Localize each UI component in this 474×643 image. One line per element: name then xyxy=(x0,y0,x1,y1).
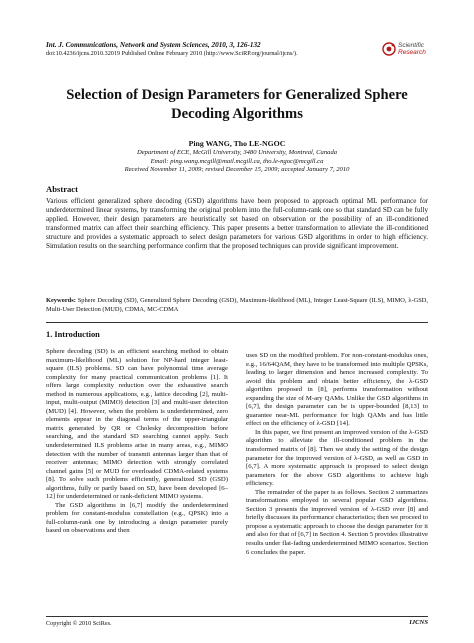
paragraph: uses SD on the modified problem. For non-constant-modulus ones, e.g., 16/64QAM, they have to be transformed into multiple QPSKs, leading to larger dimension and hence increased complexity. To avoid this problem and obtain better efficiency, the λ-GSD algorithm proposed in [8], performs transformation without expanding the size of M-ary QAMs. Unlike the GSD algorithms in [6,7], the design parameter can be is upper-bounded [8,13] to guarantee near-ML performance for high QAMs and has little effect on the efficiency of λ-GSD [14]. xyxy=(246,352,428,428)
submission-dates: Received November 11, 2009; revised December 15, 2009; accepted January 7, 2010 xyxy=(124,166,350,174)
copyright: Copyright © 2010 SciRes. xyxy=(46,620,112,627)
doi-line: doi:10.4236/ijcns.2010.32019 Published Online February 2010 (http://www.SciRP.org/journal/ijcns/). xyxy=(46,50,298,57)
keywords-label: Keywords: xyxy=(46,297,76,304)
publisher-logo-icon xyxy=(382,42,396,56)
paragraph: The GSD algorithms in [6,7] modify the underdetermined problem for constant-modulus constellation (e.g., QPSK) into a full-column-rank one by introducing a design parameter purely based on observations and then xyxy=(46,501,228,535)
paragraph: Sphere decoding (SD) is an efficient searching method to obtain maximum-likelihood (ML) solution for NP-hard integer least-square (ILS) problems. SD can have polynomial time average complexity for many practical communication problems [1]. It offers large complexity reduction over the exhaustive search method in numerous applications, e.g., lattice decoding [2], multi-input, multi-output (MIMO) detection [3] and multi-user detection (MUD) [4]. However, when the problem is underdetermined, zero elements appear in the diagonal terms of the upper-triangular matrix generated by QR or Cholesky decomposition before searching, and the standard SD searching cannot apply. Such underdetermined ILS problems arise in many areas, e.g., MIMO detection with the number of transmit antennas larger than that of receiver antennas; MIMO detection with strongly correlated channel gains [5] or MUD for overloaded CDMA-related systems [8]. To solve such problems efficiently, generalized SD (GSD) algorithms, fully or partly based on SD, have been developed [6–12] for underdetermined or rank-deficient MIMO systems. xyxy=(46,348,228,501)
journal-abbreviation: IJCNS xyxy=(409,619,428,626)
paragraph: In this paper, we first present an improved version of the λ-GSD algorithm to alleviate the ill-conditioned problem in the transformed matrix of [8]. Then we study the setting of the design parameter for the improved version of λ-GSD, as well as GSD in [6,7]. A more systematic approach is proposed to select design parameters for the above GSD algorithms to achieve high efficiency. xyxy=(246,428,428,488)
keywords-text: Sphere Decoding (SD), Generalized Sphere Decoding (GSD), Maximum-likelihood (ML), Integer Least-Square (ILS), MIMO, λ-GSD, Multi-User Detection (MUD), CDMA, MC-CDMA xyxy=(46,297,428,313)
publisher-logo-text xyxy=(398,42,426,56)
section-heading-introduction: 1. Introduction xyxy=(46,330,100,339)
author-affiliation-block xyxy=(46,149,428,175)
author-emails: Email: ping.wang.mcgill@mail.mcgill.ca, tho.le-ngoc@mcgill.ca xyxy=(150,157,324,165)
publisher-logo xyxy=(382,40,432,62)
logo-line-1: Scientific xyxy=(398,42,425,49)
journal-header xyxy=(46,41,376,58)
paper-title: Selection of Design Parameters for Generalized Sphere Decoding Algorithms xyxy=(66,87,408,122)
abstract-heading: Abstract xyxy=(46,184,78,194)
journal-citation: Int. J. Communications, Network and System Sciences, 2010, 3, 126-132 xyxy=(46,41,261,49)
paragraph: The remainder of the paper is as follows. Section 2 summarizes transformations employed in several popular GSD algorithms. Section 3 presents the improved version of λ-GSD over [8] and briefly discusses its performance characteristics; then we proceed to propose a systematic approach to choose the design parameter for it and also for that of [6,7] in Section 4. Section 5 provides illustrative results under flat-fading underdetermined MIMO scenarios. Section 6 concludes the paper. xyxy=(246,488,429,556)
right-column xyxy=(246,352,428,557)
abstract-body: Various efficient generalized sphere decoding (GSD) algorithms have been proposed to approach optimal ML performance for underdetermined linear systems, by transforming the original problem into the full-column-rank one so that standard SD can be fully applied. However, their design parameters are heuristically set based on observation or the possibility of an ill-conditioned transformed matrix can affect their searching efficiency. This paper presents a better transformation to alleviate the ill-conditioned structure and provides a systematic approach to select design parameters for various GSD algorithms in order to high efficiency. Simulation results on the searching performance confirm that the proposed techniques can provide significant improvement. xyxy=(46,197,428,251)
logo-line-2: Research xyxy=(398,49,426,56)
paper-authors: Ping WANG, Tho LE-NGOC xyxy=(188,139,286,148)
footer-divider xyxy=(46,616,428,617)
affiliation: Department of ECE, McGill University, 3480 University, Montreal, Canada xyxy=(136,149,338,156)
keywords xyxy=(46,297,428,314)
section-divider xyxy=(46,322,428,323)
left-column xyxy=(46,329,228,536)
